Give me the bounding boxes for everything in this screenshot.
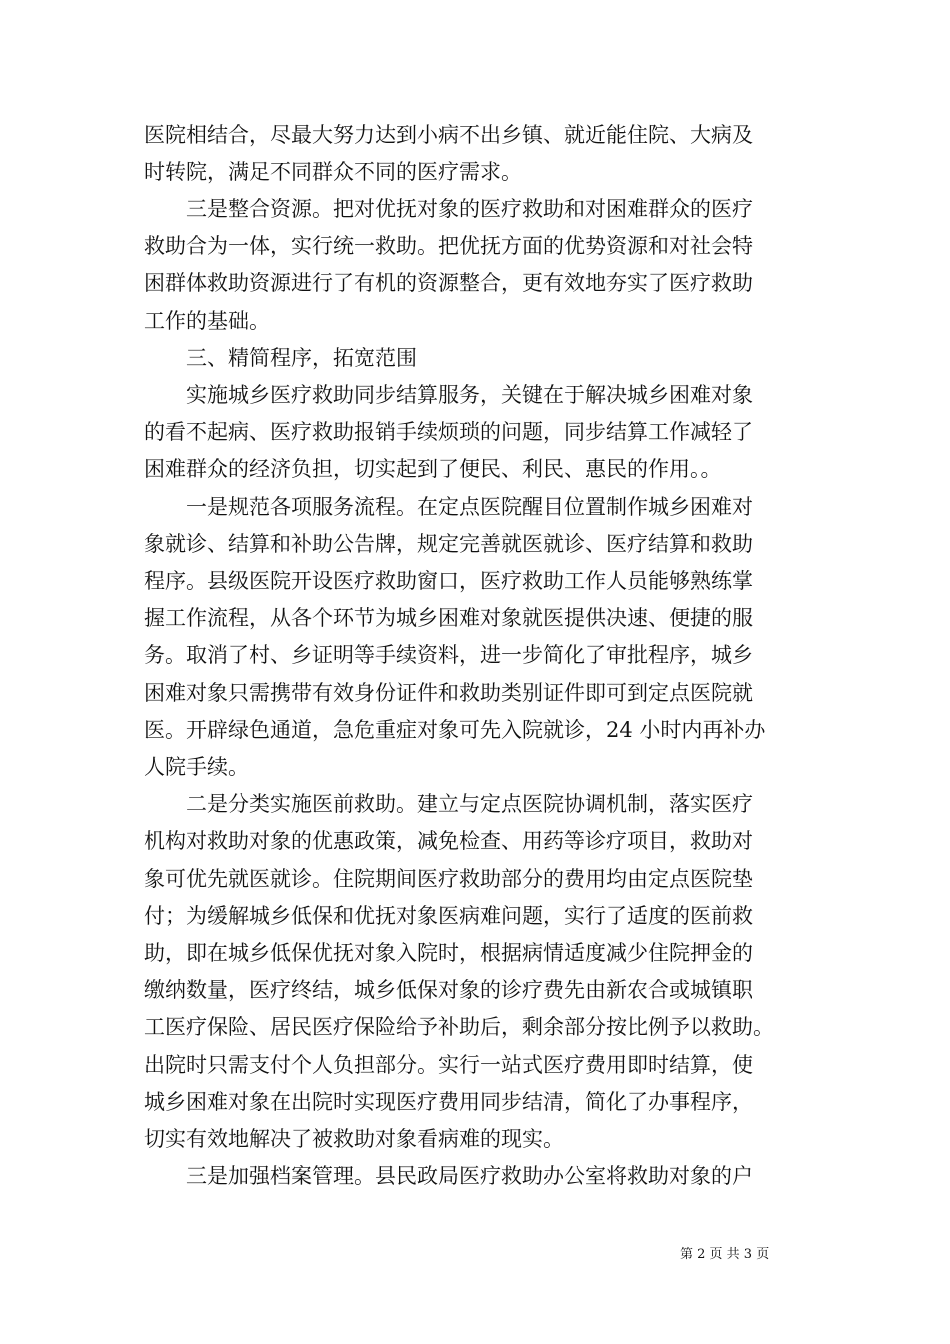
text-line: 救助合为一体，实行统一救助。把优抚方面的优势资源和对社会特: [144, 234, 753, 258]
text-line: 务。取消了村、乡证明等手续资料，进一步简化了审批程序，城乡: [144, 643, 753, 667]
text-line: 切实有效地解决了被救助对象看病难的现实。: [144, 1127, 564, 1151]
text-line: 实施城乡医疗救助同步结算服务，关键在于解决城乡困难对象: [144, 383, 753, 407]
text-line: 助，即在城乡低保优抚对象入院时，根据病情适度减少住院押金的: [144, 941, 753, 965]
text-line: 人院手续。: [144, 755, 249, 779]
text-line: 医。开辟绿色通道，急危重症对象可先入院就诊，24 小时内再补办: [144, 718, 766, 742]
text-line: 二是分类实施医前救助。建立与定点医院协调机制，落实医疗: [144, 792, 753, 816]
text-line: 缴纳数量，医疗终结，城乡低保对象的诊疗费先由新农合或城镇职: [144, 978, 753, 1002]
text-line: 困群体救助资源进行了有机的资源整合，更有效地夯实了医疗救助: [144, 271, 753, 295]
text-line: 工作的基础。: [144, 309, 270, 333]
text-line: 握工作流程，从各个环节为城乡困难对象就医提供决速、便捷的服: [144, 606, 753, 630]
text-line: 机构对救助对象的优惠政策，减免检查、用药等诊疗项目，救助对: [144, 829, 753, 853]
text-line: 付；为缓解城乡低保和优抚对象医病难问题，实行了适度的医前救: [144, 904, 753, 928]
text-line: 医院相结合，尽最大努力达到小病不出乡镇、就近能住院、大病及: [144, 123, 753, 147]
text-line: 出院时只需支付个人负担部分。实行一站式医疗费用即时结算，使: [144, 1053, 753, 1077]
text-line: 工医疗保险、居民医疗保险给予补助后，剩余部分按比例予以救助。: [144, 1015, 774, 1039]
text-line: 象可优先就医就诊。住院期间医疗救助部分的费用均由定点医院垫: [144, 867, 753, 891]
text-line: 程序。县级医院开设医疗救助窗口，医疗救助工作人员能够熟练掌: [144, 569, 753, 593]
page-number: 第 2 页 共 3 页: [680, 1247, 770, 1262]
text-line: 城乡困难对象在出院时实现医疗费用同步结清，简化了办事程序，: [144, 1090, 753, 1114]
section-heading: 三、精简程序，拓宽范围: [144, 346, 417, 370]
text-line: 时转院，满足不同群众不同的医疗需求。: [144, 160, 522, 184]
text-line: 一是规范各项服务流程。在定点医院醒目位置制作城乡困难对: [144, 495, 753, 519]
text-line: 困难群众的经济负担，切实起到了便民、利民、惠民的作用。。: [144, 457, 722, 481]
text-line: 象就诊、结算和补助公告牌，规定完善就医就诊、医疗结算和救助: [144, 532, 753, 556]
text-line: 的看不起病、医疗救助报销手续烦琐的问题，同步结算工作减轻了: [144, 420, 753, 444]
text-line: 困难对象只需携带有效身份证件和救助类别证件即可到定点医院就: [144, 681, 753, 705]
text-line: 三是整合资源。把对优抚对象的医疗救助和对困难群众的医疗: [144, 197, 753, 221]
text-line: 三是加强档案管理。县民政局医疗救助办公室将救助对象的户: [144, 1164, 753, 1188]
